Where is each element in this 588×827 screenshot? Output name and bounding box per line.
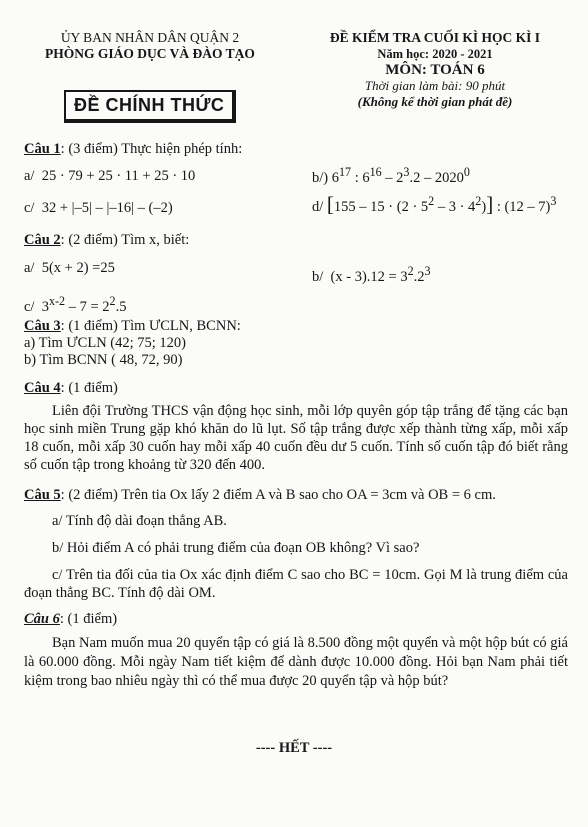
q1-intro: : (3 điểm) Thực hiện phép tính: [60, 141, 243, 157]
q2-label: Câu 2 [24, 232, 61, 248]
q2-b [312, 264, 431, 286]
q1-d-exp2: 2 [475, 194, 482, 209]
q1-d-part1: 155 – 15 · (2 · 5 [333, 199, 429, 215]
q1-b [312, 165, 470, 187]
q1-d-part2: – 3 · 4 [434, 199, 476, 215]
header-department: PHÒNG GIÁO DỤC VÀ ĐÀO TẠO [45, 46, 255, 61]
q1-label: Câu 1 [24, 141, 61, 157]
q1-c-label: c/ [24, 200, 35, 216]
q1-b-label: b/) [312, 169, 329, 186]
q2-c-part2: – 7 = 2 [65, 298, 110, 315]
q2-b-label: b/ [312, 268, 324, 285]
q2-c-exp1: x-2 [48, 294, 66, 308]
q2-c-exp2: 2 [109, 294, 116, 308]
header-right [300, 30, 570, 110]
q1-d-exp3: 3 [550, 194, 557, 209]
q1-b-exp2: 16 [369, 165, 382, 179]
q2-b-part2: .2 [413, 268, 425, 285]
q1-a [24, 168, 195, 185]
q5-intro: : (2 điểm) Trên tia Ox lấy 2 điểm A và B sao cho OA = 3cm và OB = 6 cm. [60, 487, 496, 503]
q1-a-label: a/ [24, 168, 35, 184]
exam-time-note: (Không kể thời gian phát đề) [357, 94, 513, 109]
q2-b-exp1: 2 [407, 264, 414, 278]
q4-label: Câu 4 [24, 380, 61, 396]
q1-d-bracket-open: [ [326, 192, 334, 216]
q3-label: Câu 3 [24, 318, 61, 334]
q1-b-part4: .2 – 2020 [409, 169, 464, 186]
q1-c [24, 200, 173, 217]
q1-c-expr: 32 + |–5| – |–16| – (–2) [41, 200, 173, 216]
q3-a: a) Tìm ƯCLN (42; 75; 120) [24, 335, 187, 351]
q1-b-part2: : 6 [351, 169, 370, 186]
q2-heading [24, 232, 189, 249]
q5-a: a/ Tính độ dài đoạn thẳng AB. [52, 513, 227, 529]
q2-a [24, 260, 115, 277]
q6-label: Câu 6 [24, 611, 60, 627]
exam-time: Thời gian làm bài: 90 phút [364, 78, 506, 93]
school-year: Năm học: 2020 - 2021 [377, 47, 493, 61]
q6-text: Bạn Nam muốn mua 20 quyển tập có giá là 8.500 đồng một quyển và một hộp bút có giá là 60.000 đồng. Mỗi ngày Nam tiết kiệm để dành được 10.000 đồng. Hỏi bạn Nam phải tiết kiệm trong bao nhiêu ngày thì có thể mua được 20 quyển tập và hộp bút? [24, 635, 568, 689]
official-stamp: ĐỀ CHÍNH THỨC [64, 90, 236, 123]
q6-intro: : (1 điểm) [59, 611, 118, 627]
header-left [30, 30, 270, 62]
q2-intro: : (2 điểm) Tìm x, biết: [60, 232, 190, 248]
q5-label: Câu 5 [24, 487, 61, 503]
q3-b: b) Tìm BCNN ( 48, 72, 90) [24, 352, 183, 368]
q3-intro: : (1 điểm) Tìm ƯCLN, BCNN: [60, 318, 241, 334]
q1-b-exp4: 0 [463, 165, 470, 179]
end-mark: ---- HẾT ---- [255, 740, 333, 756]
q4-heading [24, 380, 118, 397]
q1-d-part3: ) [481, 199, 487, 215]
q5-b: b/ Hỏi điểm A có phải trung điểm của đoạn OB không? Vì sao? [52, 540, 420, 556]
q6-heading [24, 611, 117, 628]
q1-b-part3: – 2 [381, 169, 404, 186]
q1-d-label: d/ [312, 199, 324, 215]
q5-heading [24, 487, 496, 504]
q4-text: Liên đội Trường THCS vận động học sinh, mỗi lớp quyên góp tập trắng để tặng các bạn học sinh miền Trung gặp khó khăn do lũ lụt. Số tập trắng được xếp thành từng xấp, mỗi xấp 18 cuốn, mỗi xấp 30 cuốn hay mỗi xấp 40 cuốn đều dư 5 cuốn. Tính số cuốn tập đó biết rằng số cuốn tập trong khoảng từ 320 đến 400. [24, 403, 568, 473]
q1-heading [24, 141, 242, 158]
q1-b-exp3: 3 [403, 165, 410, 179]
q1-d-exp1: 2 [428, 194, 435, 209]
q1-d-part4: : (12 – 7) [493, 199, 551, 215]
q2-c-part3: .5 [115, 298, 127, 315]
subject: MÔN: TOÁN 6 [385, 62, 485, 78]
q3-block [24, 318, 241, 369]
q1-d-bracket-close: ] [486, 192, 494, 216]
q1-d [312, 192, 556, 217]
q4-intro: : (1 điểm) [60, 380, 118, 396]
q1-b-exp1: 17 [338, 165, 352, 179]
header-committee: ỦY BAN NHÂN DÂN QUẬN 2 [60, 30, 240, 45]
q2-c-part1: 3 [41, 298, 49, 315]
q2-a-label: a/ [24, 260, 35, 276]
q2-b-exp2: 3 [424, 264, 431, 278]
q2-b-part1: (x - 3).12 = 3 [330, 268, 408, 285]
q1-b-base1: 6 [331, 169, 339, 186]
exam-title: ĐỀ KIỂM TRA CUỐI KÌ HỌC KÌ I [329, 30, 541, 45]
q5-c: c/ Trên tia đối của tia Ox xác định điểm C sao cho BC = 10cm. Gọi M là trung điểm của đoạn thẳng BC. Tính độ dài OM. [24, 567, 568, 601]
q1-a-expr: 25 · 79 + 25 · 11 + 25 · 10 [41, 168, 196, 184]
q2-c-label: c/ [24, 298, 35, 315]
q2-c [24, 294, 126, 316]
q2-a-expr: 5(x + 2) =25 [41, 260, 115, 276]
